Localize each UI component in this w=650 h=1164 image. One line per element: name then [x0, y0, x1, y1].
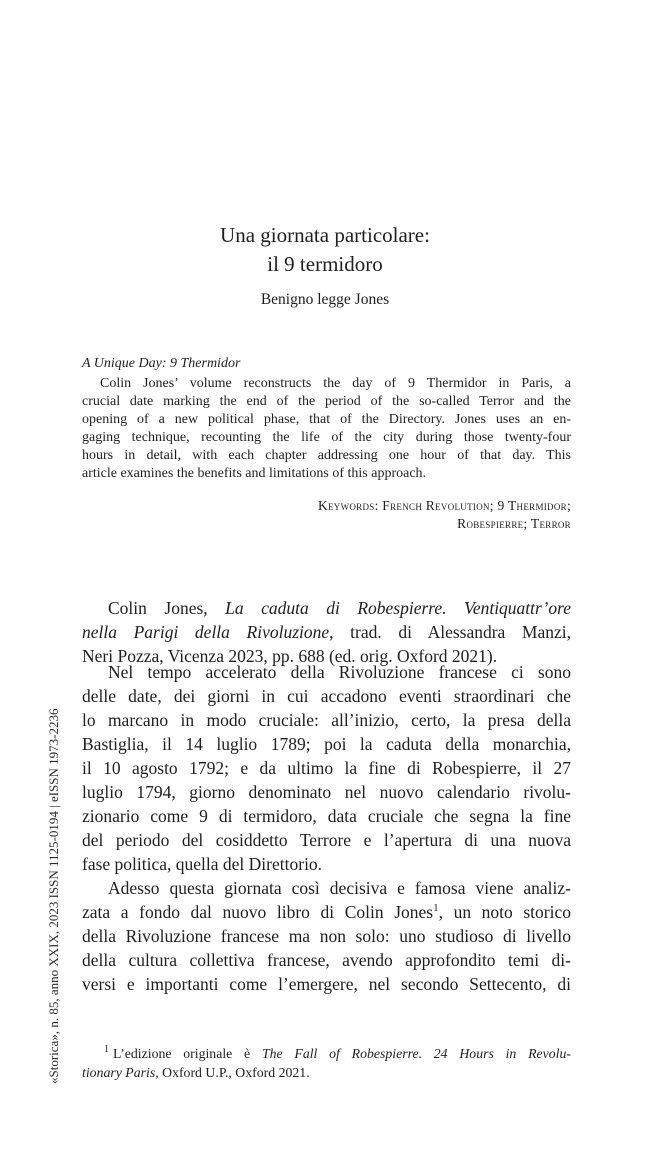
keywords-line1: Keywords: French Revolution; 9 Thermidor; [317, 498, 571, 513]
abstract-body [82, 375, 571, 483]
body-line: Bastiglia, il 14 luglio 1789; poi la caduta della monarchia, [82, 734, 571, 754]
body-line: del periodo del cosiddetto Terrore e l’apertura di una nuova [82, 830, 571, 850]
footnote [82, 1044, 571, 1082]
body-line: della cultura collettiva francese, avendo approfondito temi di- [82, 950, 571, 970]
abstract-line: Colin Jones’ volume reconstructs the day of 9 Thermidor in Paris, a [100, 376, 571, 391]
journal-sidebar: «Storica», n. 85, anno XXIX, 2023 ISSN 1125-0194 | eISSN 1973-2236 [46, 708, 61, 1084]
footnote-book-title-cont: tionary Paris, [82, 1065, 159, 1080]
body-line-text: , un noto storico [438, 902, 571, 922]
article-title-line2: il 9 termidoro [267, 252, 383, 276]
article-author: Benigno legge Jones [260, 291, 390, 308]
body-line: luglio 1794, giorno denominato nel nuovo calendario rivolu- [82, 782, 571, 802]
body-line: Adesso questa giornata così decisiva e famosa viene analiz- [108, 878, 571, 898]
reference-line: Neri Pozza, Vicenza 2023, pp. 688 (ed. orig. Oxford 2021). [82, 646, 498, 666]
reference-title: La caduta di Robespierre. Ventiquattr’ore [225, 598, 571, 618]
body-line: versi e importanti come l’emergere, nel secondo Settecento, di [82, 974, 571, 994]
footnote-number: 1 [104, 1044, 109, 1056]
abstract-line: article examines the benefits and limitations of this approach. [82, 466, 427, 481]
footnote-publisher: Oxford U.P., Oxford 2021. [158, 1065, 310, 1080]
abstract-line: opening of a new political phase, that of the Directory. Jones uses an en- [82, 412, 571, 427]
reference-title-cont: nella Parigi della Rivoluzione [82, 622, 330, 642]
body-line: fase politica, quella del Direttorio. [82, 854, 323, 874]
body-line [82, 900, 571, 924]
book-reference [82, 596, 571, 668]
abstract-line: gaging technique, recounting the life of the city during those twenty-four [82, 430, 571, 445]
abstract-title: A Unique Day: 9 Thermidor [82, 356, 241, 371]
body-line: lo marcano in modo cruciale: all’inizio, certo, la presa della [82, 710, 571, 730]
article-title-line1: Una giornata particolare: [220, 223, 430, 247]
reference-line [82, 596, 571, 620]
reference-translator: , trad. di Alessandra Manzi, [329, 622, 572, 642]
body-line: Nel tempo accelerato della Rivoluzione francese ci sono [108, 662, 571, 682]
body-line: il 10 agosto 1792; e da ultimo la fine di Robespierre, il 27 [82, 758, 571, 778]
body-line: zionario come 9 di termidoro, data cruciale che segna la fine [82, 806, 571, 826]
abstract-line: crucial date marking the end of the period of the so-called Terror and the [82, 394, 571, 409]
abstract-line: hours in detail, with each chapter addressing one hour of that day. This [82, 448, 571, 463]
footnote-text: L’edizione originale è [113, 1046, 262, 1061]
footnote-line [82, 1044, 571, 1063]
body-text [82, 660, 571, 996]
body-line-text: zata a fondo dal nuovo libro di Colin Jones [82, 902, 434, 922]
footnote-reference[interactable]: 1 [433, 902, 439, 915]
body-line: delle date, dei giorni in cui accadono eventi straordinari che [82, 686, 571, 706]
footnote-line [82, 1063, 571, 1082]
footnote-book-title: The Fall of Robespierre. 24 Hours in Revolu- [261, 1046, 571, 1061]
reference-author: Colin Jones, [108, 598, 226, 618]
reference-line [82, 620, 571, 644]
keywords-line2: Robespierre; Terror [457, 516, 571, 531]
body-line: della Rivoluzione francese ma non solo: uno studioso di livello [82, 926, 571, 946]
